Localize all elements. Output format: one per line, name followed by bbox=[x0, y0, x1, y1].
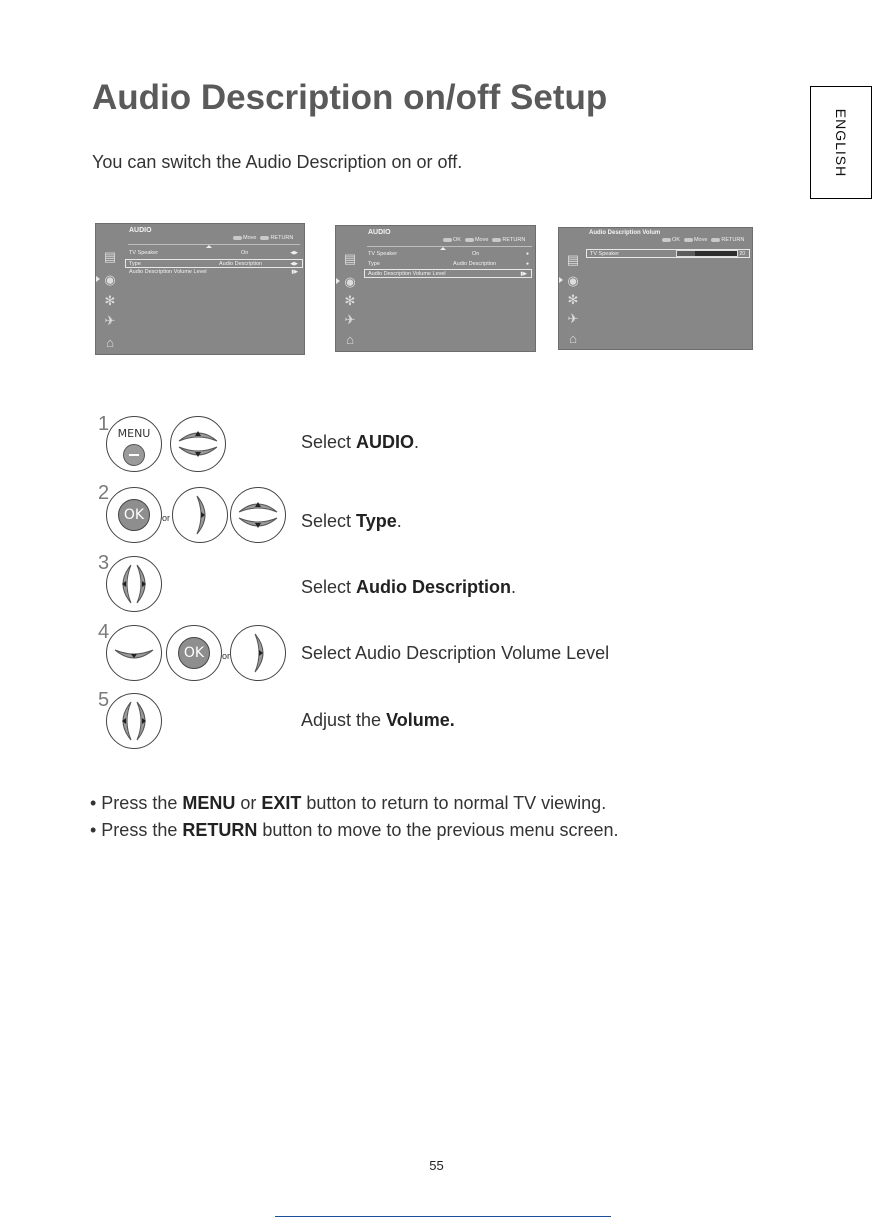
audio-icon: ◉ bbox=[344, 274, 356, 289]
osd-row-selected[interactable]: Audio Description Volume Level ▮▶ bbox=[364, 269, 532, 278]
ok-key-icon bbox=[443, 238, 452, 242]
ok-button bbox=[166, 625, 222, 681]
osd-hints: OK Move RETURN bbox=[658, 237, 744, 243]
left-right-arrows-icon bbox=[107, 557, 161, 611]
up-down-button bbox=[170, 416, 226, 472]
step-instruction: Select Audio Description Volume Level bbox=[301, 643, 610, 663]
time-icon: ✻ bbox=[567, 292, 579, 307]
osd-title: AUDIO bbox=[129, 227, 152, 234]
scroll-up-icon bbox=[206, 245, 212, 248]
footer-rule bbox=[275, 1216, 611, 1217]
left-right-arrows-icon: ◀▶ bbox=[290, 250, 298, 256]
menu-key-icon bbox=[123, 444, 145, 466]
right-button bbox=[230, 625, 286, 681]
osd-hints: Move RETURN bbox=[229, 235, 293, 241]
osd-row-selected[interactable]: TV Speaker 20 bbox=[586, 249, 750, 258]
right-button bbox=[172, 487, 228, 543]
osd-sidebar bbox=[336, 226, 364, 351]
option-icon: ✈ bbox=[104, 313, 116, 328]
return-key-icon bbox=[711, 238, 720, 242]
step-number: 3 bbox=[98, 552, 110, 574]
left-right-button bbox=[106, 693, 162, 749]
osd-row[interactable]: TV Speaker On ● bbox=[368, 251, 529, 257]
step-number: 4 bbox=[98, 621, 110, 643]
osd-title: Audio Description Volum bbox=[589, 230, 661, 236]
right-arrow-icon bbox=[231, 626, 285, 680]
language-tab-label: ENGLISH bbox=[833, 108, 849, 177]
osd-row[interactable]: TV Speaker On ◀▶ bbox=[129, 250, 298, 256]
enter-arrow-icon: ▮▶ bbox=[291, 269, 298, 275]
ok-key-icon: OK bbox=[178, 637, 210, 669]
step-instruction: Select Type. bbox=[301, 511, 402, 531]
or-label: or bbox=[222, 651, 231, 661]
ok-key-icon bbox=[662, 238, 671, 242]
up-down-arrows-icon bbox=[171, 417, 225, 471]
picture-icon: ▤ bbox=[566, 252, 580, 267]
intro-text: You can switch the Audio Description on or off. bbox=[92, 152, 463, 172]
or-label: or bbox=[162, 513, 171, 523]
selection-marker bbox=[96, 276, 100, 282]
picture-icon: ▤ bbox=[343, 251, 357, 266]
time-icon: ✻ bbox=[104, 293, 116, 308]
osd-row[interactable]: Audio Description Volume Level ▮▶ bbox=[129, 269, 298, 275]
return-key-icon bbox=[260, 236, 269, 240]
ok-dot-icon: ● bbox=[525, 261, 529, 267]
ok-dot-icon: ● bbox=[525, 251, 529, 257]
osd-row[interactable]: Type Audio Description ● bbox=[368, 261, 529, 267]
menu-button: MENU bbox=[106, 416, 162, 472]
ok-key-icon: OK bbox=[118, 499, 150, 531]
volume-bar-fill bbox=[677, 251, 695, 256]
down-button bbox=[106, 625, 162, 681]
step-instruction: Adjust the Volume. bbox=[301, 710, 455, 730]
up-down-button bbox=[230, 487, 286, 543]
osd-hints: OK Move RETURN bbox=[439, 237, 525, 243]
language-tab bbox=[810, 86, 872, 199]
osd-sidebar bbox=[559, 228, 587, 349]
audio-icon: ◉ bbox=[104, 272, 116, 287]
step-number: 2 bbox=[98, 482, 110, 504]
left-right-button bbox=[106, 556, 162, 612]
enter-arrow-icon: ▮▶ bbox=[520, 271, 527, 277]
osd-title: AUDIO bbox=[368, 229, 391, 236]
selection-marker bbox=[336, 278, 340, 284]
lock-icon: ⌂ bbox=[569, 331, 577, 346]
volume-value: 20 bbox=[739, 251, 745, 257]
osd-divider bbox=[128, 244, 300, 245]
left-right-arrows-icon bbox=[107, 694, 161, 748]
audio-icon: ◉ bbox=[567, 273, 579, 288]
step-number: 5 bbox=[98, 689, 110, 711]
osd-divider bbox=[367, 246, 532, 247]
time-icon: ✻ bbox=[344, 293, 356, 308]
osd-sidebar bbox=[96, 224, 124, 354]
page-number: 55 bbox=[429, 1158, 444, 1173]
move-key-icon bbox=[684, 238, 693, 242]
down-arrow-icon bbox=[107, 626, 161, 680]
page-title: Audio Description on/off Setup bbox=[92, 78, 608, 117]
option-icon: ✈ bbox=[344, 312, 356, 327]
return-key-icon bbox=[492, 238, 501, 242]
option-icon: ✈ bbox=[567, 311, 579, 326]
osd-row-selected[interactable]: Type Audio Description ◀▶ bbox=[125, 259, 303, 268]
up-down-arrows-icon bbox=[231, 488, 285, 542]
step-instruction: Select Audio Description. bbox=[301, 577, 517, 597]
step-number: 1 bbox=[98, 413, 110, 435]
selection-marker bbox=[559, 277, 563, 283]
note-bullet: • Press the MENU or EXIT button to return to normal TV viewing. bbox=[90, 793, 607, 813]
step-instruction: Select AUDIO. bbox=[301, 432, 420, 452]
picture-icon: ▤ bbox=[103, 249, 117, 264]
lock-icon: ⌂ bbox=[346, 332, 354, 347]
ok-button bbox=[106, 487, 162, 543]
osd-screen-2 bbox=[335, 225, 536, 352]
osd-screen-3 bbox=[558, 227, 753, 350]
lock-icon: ⌂ bbox=[106, 335, 114, 350]
osd-screen-1 bbox=[95, 223, 305, 355]
move-key-icon bbox=[465, 238, 474, 242]
right-arrow-icon bbox=[173, 488, 227, 542]
left-right-arrows-icon: ◀▶ bbox=[290, 261, 298, 267]
move-key-icon bbox=[233, 236, 242, 240]
volume-bar[interactable] bbox=[676, 250, 738, 257]
note-bullet: • Press the RETURN button to move to the previous menu screen. bbox=[90, 820, 619, 840]
